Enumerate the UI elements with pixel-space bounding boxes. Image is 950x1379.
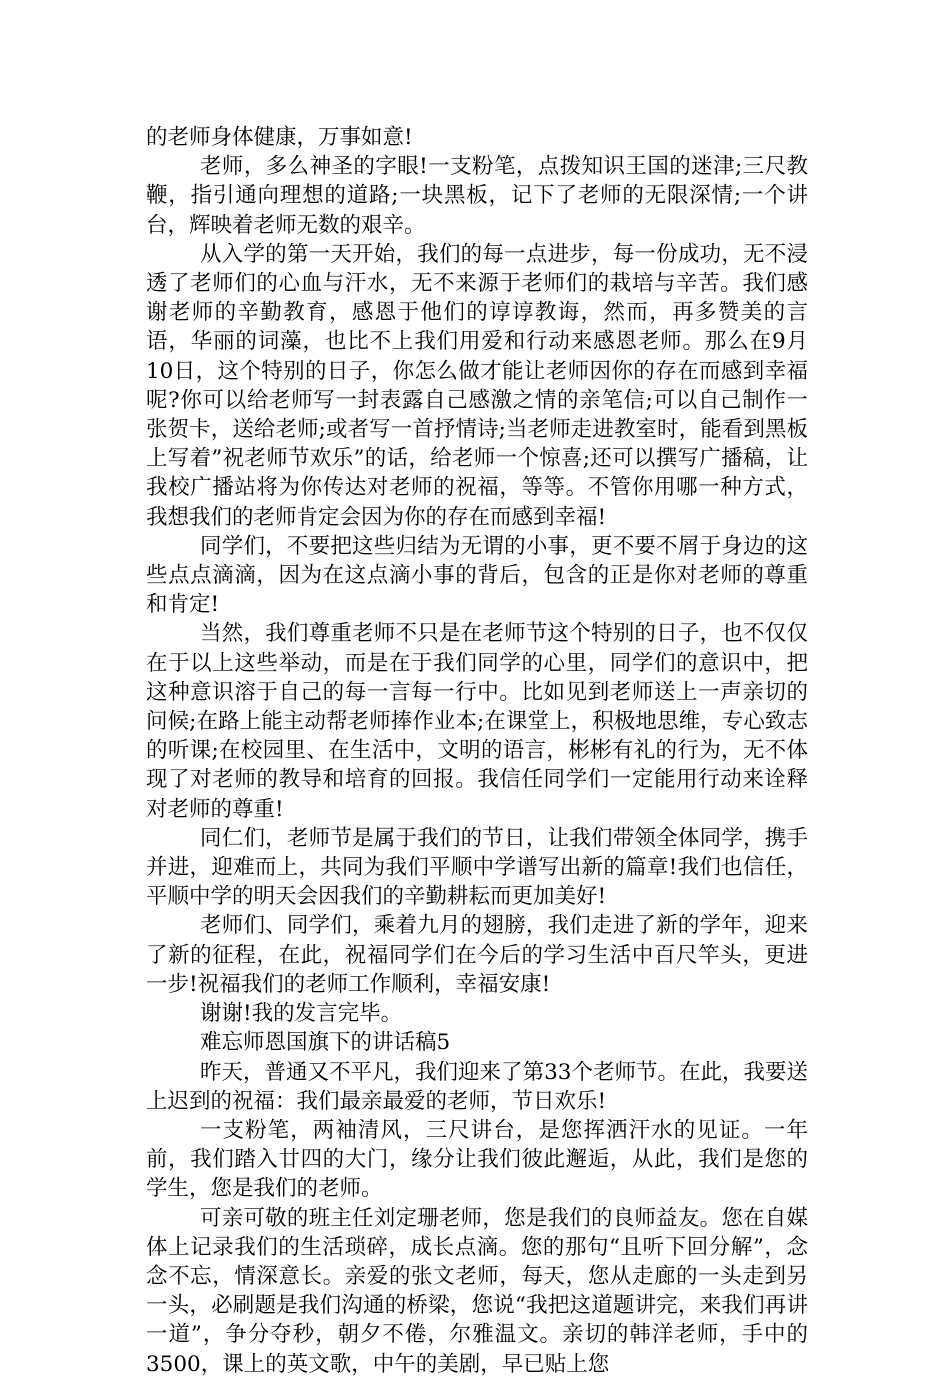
paragraph-7: 老师们、同学们，乘着九月的翅膀，我们走进了新的学年，迎来了新的征程，在此，祝福同学们在今后的学习生活中百尺竿头，更进一步!祝福我们的老师工作顺利，幸福安康! [146,913,808,997]
document-body [146,123,808,1379]
paragraph-5: 当然，我们尊重老师不只是在老师节这个特别的日子，也不仅仅在于以上这些举动，而是在于我们同学的心里，同学们的意识中，把这种意识溶于自己的每一言每一行中。比如见到老师送上一声亲切的问候;在路上能主动帮老师捧作业本;在课堂上，积极地思维，专心致志的听课;在校园里、在生活中，文明的语言，彬彬有礼的行为，无不体现了对老师的教导和培育的回报。我信任同学们一定能用行动来诠释对老师的尊重! [146,621,808,822]
paragraph-3: 从入学的第一天开始，我们的每一点进步，每一份成功，无不浸透了老师们的心血与汗水，无不来源于老师们的栽培与辛苦。我们感谢老师的辛勤教育，感恩于他们的谆谆教诲，然而，再多赞美的言语，华丽的词藻，也比不上我们用爱和行动来感恩老师。那么在9月10日，这个特别的日子，你怎么做才能让老师因你的存在而感到幸福呢?你可以给老师写一封表露自己感激之情的亲笔信;可以自己制作一张贺卡，送给老师;或者写一首抒情诗;当老师走进教室时，能看到黑板上写着”祝老师节欢乐”的话，给老师一个惊喜;还可以撰写广播稿，让我校广播站将为你传达对老师的祝福，等等。不管你用哪一种方式，我想我们的老师肯定会因为你的存在而感到幸福! [146,241,808,530]
paragraph-8: 昨天，普通又不平凡，我们迎来了第33个老师节。在此，我要送上迟到的祝福：我们最亲最爱的老师，节日欢乐! [146,1059,808,1114]
paragraph-6: 同仁们，老师节是属于我们的节日，让我们带领全体同学，携手并进，迎难而上，共同为我们平顺中学谱写出新的篇章!我们也信任，平顺中学的明天会因我们的辛勤耕耘而更加美好! [146,825,808,910]
closing-line: 谢谢!我的发言完毕。 [200,1001,403,1027]
paragraph-9: 一支粉笔，两袖清风，三尺讲台，是您挥洒汗水的见证。一年前，我们踏入廿四的大门，缘分让我们彼此邂逅，从此，我们是您的学生，您是我们的老师。 [146,1117,808,1202]
paragraph-4: 同学们，不要把这些归结为无谓的小事，更不要不屑于身边的这些点点滴滴，因为在这点滴小事的背后，包含的正是你对老师的尊重和肯定! [146,533,808,618]
paragraph-1: 的老师身体健康，万事如意! [146,125,413,150]
paragraph-2: 老师，多么神圣的字眼!一支粉笔，点拨知识王国的迷津;三尺教鞭，指引通向理想的道路;一块黑板，记下了老师的无限深情;一个讲台，辉映着老师无数的艰辛。 [146,154,808,238]
section-heading: 难忘师恩国旗下的讲话稿5 [200,1030,451,1056]
paragraph-10: 可亲可敬的班主任刘定珊老师，您是我们的良师益友。您在自媒体上记录我们的生活琐碎，成长点滴。您的那句“且听下回分解”，念念不忘，情深意长。亲爱的张文老师，每天，您从走廊的一头走到另一头，必刷题是我们沟通的桥梁，您说“我把这道题讲完，来我们再讲一道”，争分夺秒，朝夕不倦，尔雅温文。亲切的韩洋老师，手中的3500，课上的英文歌，中午的美剧，早已贴上您 [146,1205,808,1377]
